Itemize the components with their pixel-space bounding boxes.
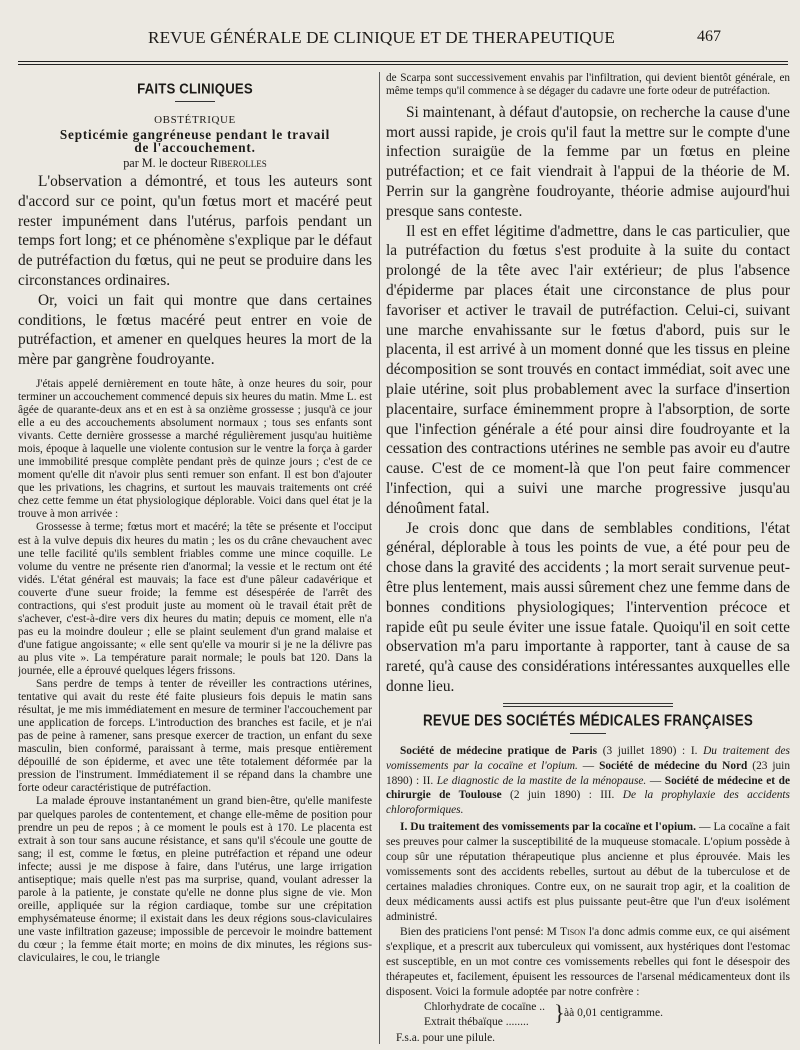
societies-summary: Société de médecine pratique de Paris (3 juillet 1890) : I. Du traitement des vomissements par la cocaïne et l'opium. — Société de médecine du Nord (23 juin 1890) : II. Le diagnostic de la mastite de la ménopause. — Société de médecine et de chirurgie de Toulouse (2 juin 1890) : III. De la prophylaxie des accidents chloroformiques. [386,744,790,817]
right-column [386,72,790,1047]
tison-text-end: l'a donc admis comme eux, ce qui aisément s'explique, et a prescrit aux tuberculeux qui vomissent, aux hystériques dont l'estomac est susceptible, en un mot contre ces vomissements rebelles qui font le désespoir des thérapeutes et, facilement, épuisent les ressources de l'arsenal médicamenteux dont ils disposent. Voici la formule adoptée par notre confrère : [386,926,790,999]
tison-paragraph [386,925,790,1000]
society-date-2: (23 juin 1890) : II. [386,759,790,787]
article-title-line-1: Septicémie gangréneuse pendant le travail [59,127,331,142]
formula-dose: àà 0,01 centigramme. [564,1007,663,1020]
subsection-cocaine-opium [386,820,790,925]
society-name-1: Société de médecine pratique de Paris [400,744,598,757]
running-title: REVUE GÉNÉRALE DE CLINIQUE ET DE THERAPEUTIQUE [148,28,616,47]
case-paragraph-4: La malade éprouve instantanément un grand bien-être, qu'elle manifeste par quelques paroles de contentement, et change elle-même de position pour prendre un peu de repos ; à ce moment le pouls est à 170. Le placenta est extrait à son tour sans aucune résistance, et sans qu'il s'écoule une goutte de sang; il est, comme le fœtus, en pleine putréfaction et répand une odeur infecte; aussi je me dispose à faire, dans l'utérus, une large irrigation antiseptique; mais quelle n'est pas ma surprise, quand, voulant adresser la parole à la patiente, je constate qu'elle ne donne plus signe de vie. Mon oreille, appliquée sur la région cardiaque, tombe sur une crépitation emphysémateuse énorme; il existait dans les deux régions sous-claviculaires une vaste infiltration gazeuse; impossible de percevoir le moindre battement du cœur ; la femme était morte; en moins de dix minutes, les régions sus-claviculaires, le cou, le triangle [18,795,372,965]
formula-brace: } [554,1000,565,1026]
society-name-3: Société de médecine et de chirurgie de Toulouse [386,774,790,802]
intro-paragraph-1: L'observation a démontré, et tous les auteurs sont d'accord sur ce point, qu'un fœtus mort et macéré peut rester impunément dans l'utérus, parfois pendant un temps fort long; et ce phénomène s'explique par le défaut de putréfaction du fœtus, qui ne peut se produire dans les circonstances ordinaires. [18,173,372,289]
formula-line-2: Extrait thébaïque ........ [424,1016,529,1029]
discussion-paragraph-2: Il est en effet légitime d'admettre, dans le cas particulier, que la putréfaction du fœtus s'est produite à la suite du contact prolongé de la tête avec l'air extérieur; de plus l'absence d'épiderme par places était une circonstance de plus pour favoriser et activer le travail de putréfaction. Celui-ci, suivant une marche envahissante sur le fœtus d'abord, puis sur le placenta, il est arrivé à un moment donné que les tissus en pleine décomposition se sont trouvés en contact immédiat, soit avec une plaie utérine, soit plus probablement avec la surface d'insertion placentaire, surface éminemment propre à l'absorption, de sorte que l'infection générale a été pour ainsi dire foudroyante et la cessation des contractions utérines ne semble pas avoir eu d'autre cause. C'est de ce moment-là que l'on peut faire commencer l'infection, qui a suivi une marche progressive jusqu'au dénoûment fatal. [386,222,790,517]
running-header [0,28,800,52]
header-rule-thin [18,64,788,65]
section-title-revue-societes: REVUE DES SOCIÉTÉS MÉDICALES FRANÇAISES [423,711,753,729]
society-topic-1: Du traitement des vomissements par la cocaïne et l'opium. [386,744,790,772]
society-date-3: (2 juin 1890) : III. [501,789,623,802]
intro-paragraph-2: Or, voici un fait qui montre que dans certaines conditions, le fœtus macéré peut entrer en voie de putréfaction, et amener en quelques heures la mort de la mère par gangrène foudroyante. [18,291,372,369]
subsection-title: I. Du traitement des vomissements par la cocaïne et l'opium. [400,821,697,834]
case-paragraph-3: Sans perdre de temps à tenter de réveiller les contractions utérines, tentative qui avait du reste été faite plusieurs fois depuis le matin sans résultat, je me mis immédiatement en mesure de terminer l'accouchement par une application de forceps. L'introduction des branches est facile, et je n'ai pas de peine à ramener, sans presque exercer de traction, un enfant du sexe masculin, bien conformé, paraissant à terme, mais presque entièrement dépouillé de son épiderme, et avec une tête totalement déformée par la pression de l'instrument. Immédiatement il se répand dans la chambre une forte odeur caractéristique de putréfaction. [18,678,372,795]
page-number: 467 [697,28,721,45]
case-paragraph-2: Grossesse à terme; fœtus mort et macéré; la tête se présente et l'occiput est à la vulve depuis dix heures du matin ; les os du crâne chevauchent avec une telle facilité qu'ils semblent friables comme une mince coquille. Le volume du ventre ne présente rien d'anormal; la vessie et le rectum ont été vidés. L'état général est mauvais; la face est d'une pâleur cadavérique et couverte d'une sueur froide; la femme est désespérée de l'arrêt des contractions, qui s'est produit juste au moment où le travail était prêt de s'achever, c'est-à-dire vers dix heures du matin; depuis ce moment, elle n'a pas eu la moindre douleur ; elle se plaint seulement d'un grand malaise et d'une fatigue angoissante; « elle sent qu'elle va mourir si je ne la délivre pas au plus vite ». La température parait normale; le pouls bat 120. Dans la journée, elle a éprouvé quelques légers frissons. [18,521,372,677]
discussion-paragraph-1: Si maintenant, à défaut d'autopsie, on recherche la cause d'une mort aussi rapide, je crois qu'il faut la mettre sur le compte d'une infection suraigüe de la femme par un fœtus en pleine putréfaction; et ce fait viendrait à l'appui de la théorie de M. Perrin sur la gangrène foudroyante, théorie admise aujourd'hui presque sans conteste. [386,103,790,220]
article-title-line-2: de l'accouchement. [134,140,256,155]
prescription-formula [386,1000,790,1046]
society-name-2: Société de médecine du Nord [599,759,748,772]
byline [18,156,372,171]
author-name: Riberolles [210,156,267,170]
section-title-faits-cliniques: FAITS CLINIQUES [137,80,253,97]
society-date-1: (3 juillet 1890) : I. [597,744,704,757]
article-title [18,128,372,154]
formula-line-1: Chlorhydrate de cocaïne .. [424,1001,546,1014]
column-divider [379,72,380,1044]
society-topic-3: De la prophylaxie des accidents chloroformiques. [386,789,790,817]
section-double-rule [503,703,673,707]
society-topic-2: Le diagnostic de la mastite de la ménopause. [436,774,647,787]
subsection-text: — La cocaïne a fait ses preuves pour calmer la susceptibilité de la muqueuse stomacale. L'opium possède à coup sûr une réputation thérapeutique plus ancienne et plus éprouvée. Mais les vomissements sont des accidents rebelles, surtout au début de la tuberculose et de certaines maladies chroniques. Contre eux, on ne saurait trop agir, et la coalition de deux médicaments aussi actifs est plus puissante peut-être que l'un d'eux isolément administré. [386,821,790,924]
section-rule-2 [570,733,606,734]
tison-name: Tison [560,926,586,939]
byline-prefix: par M. le docteur [123,156,211,170]
formula-line-3: F.s.a. pour une pilule. [396,1032,496,1045]
header-rule [18,61,788,62]
left-column [18,72,372,1047]
continuation-paragraph: de Scarpa sont successivement envahis par l'infiltration, qui devient bientôt générale, en même temps qu'il commence à se dégager du cadavre une forte odeur de putréfaction. [386,72,790,98]
discussion-paragraph-3: Je crois donc que dans de semblables conditions, l'état général, déplorable à tous les points de vue, a été pour peu de chose dans la gravité des accidents ; la mort serait survenue peut-être plus lentement, mais aussi sûrement chez une femme dans de bonnes conditions physiologiques; l'intervention précoce et rapide eût pu seule éviter une issue fatale. Quoiqu'il en soit cette observation m'a paru importante à rapporter, tant à cause de sa rareté, qu'à cause des considérations intéressantes auxquelles elle donne lieu. [386,519,790,695]
rubric: OBSTÉTRIQUE [154,114,236,126]
tison-text-start: Bien des praticiens l'ont pensé: M [400,926,561,939]
section-rule [175,101,215,102]
case-paragraph-1: J'étais appelé dernièrement en toute hâte, à onze heures du soir, pour terminer un accouchement commencé depuis six heures du matin. Mme L. est âgée de quarante-deux ans et en est à sa onzième grossesse ; jusqu'à ce jour elle a eu des accouchements absolument normaux ; tous ses enfants sont vivants. Cette dernière grossesse a marché régulièrement jusqu'au huitième mois, époque à laquelle une violente contusion sur le ventre la força à garder une immobilité presque complète pendant près de quinze jours ; c'est de ce moment qu'elle dit n'avoir plus senti remuer son enfant. Il est bon d'ajouter que les privations, les chagrins, et surtout les mauvais traitements ont créé chez cette femme un état physiologique déplorable. Voici dans quel état je la trouve à mon arrivée : [18,377,372,521]
